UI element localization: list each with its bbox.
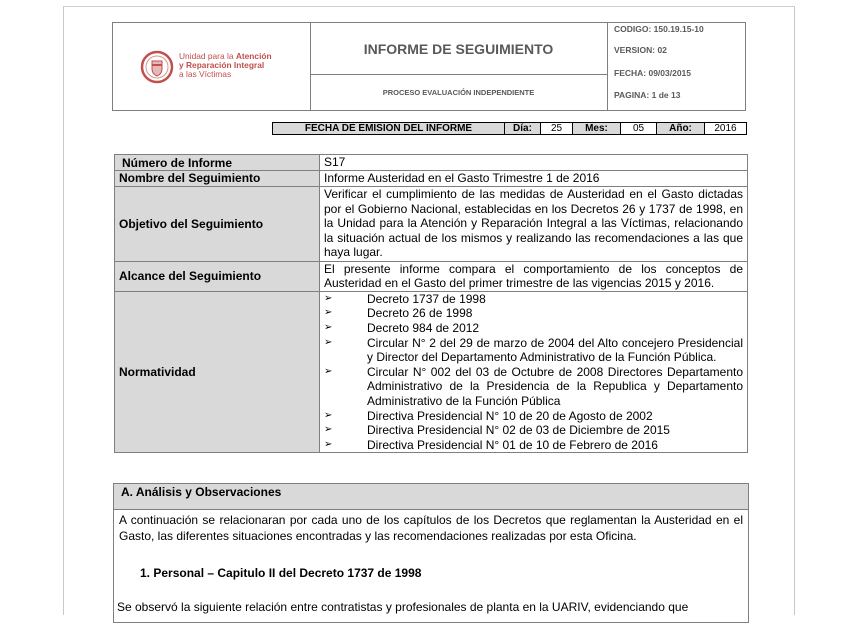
numero-value: S17	[320, 155, 748, 171]
document-title: INFORME DE SEGUIMIENTO	[310, 23, 608, 75]
logo-wordmark: Unidad para la Atención y Reparación Integral a las Víctimas	[179, 51, 272, 79]
table-row	[115, 261, 748, 291]
list-item: ➢ Decreto 1737 de 1998	[324, 292, 743, 307]
page-edge-left	[63, 6, 64, 615]
list-item: ➢ Directiva Presidencial N° 10 de 20 de Agosto de 2002	[324, 409, 743, 424]
page-edge-top	[63, 6, 795, 7]
objetivo-label: Objetivo del Seguimiento	[115, 186, 320, 261]
analysis-paragraph: Se observó la siguiente relación entre contratistas y profesionales de planta en la UARIV, evidenciando que	[117, 600, 689, 614]
nombre-value: Informe Austeridad en el Gasto Trimestre 1 de 2016	[320, 171, 748, 187]
mes-value: 05	[620, 122, 657, 135]
meta-version: VERSION: 02	[614, 45, 667, 55]
alcance-value: El presente informe compara el comportamiento de los conceptos de Austeridad en el Gasto del primer trimestre de las vigencias 2015 y 2016.	[320, 261, 748, 291]
list-item: ➢ Decreto 984 de 2012	[324, 321, 743, 336]
document-header	[112, 22, 746, 111]
analysis-heading: A. Análisis y Observaciones	[114, 484, 748, 510]
table-row	[115, 186, 748, 261]
normatividad-value	[320, 291, 748, 453]
table-row	[115, 291, 748, 453]
dia-label: Día:	[504, 122, 541, 135]
objetivo-value: Verificar el cumplimiento de las medidas de Austeridad en el Gasto dictadas por el Gobierno Nacional, establecidas en los Decretos 26 y 1737 de 1998, en la Unidad para la Atención y Reparación Integral a las Víctimas, relacionando la situación actual de los mismos y realizando las recomendaciones a las que haya lugar.	[320, 186, 748, 261]
mes-label: Mes:	[572, 122, 621, 135]
fecha-emision-label: FECHA DE EMISION DEL INFORME	[272, 122, 505, 135]
analysis-intro: A continuación se relacionaran por cada uno de los capítulos de los Decretos que reglamentan la Austeridad en el Gasto, las diferentes situaciones encontradas y las recomendaciones realizadas por esta Oficina.	[119, 513, 743, 543]
informe-table	[114, 154, 748, 453]
logo-cell	[113, 23, 311, 110]
nombre-label: Nombre del Seguimiento	[115, 171, 320, 187]
list-item: ➢ Directiva Presidencial N° 02 de 03 de Diciembre de 2015	[324, 423, 743, 438]
table-row	[115, 155, 748, 171]
numero-label: Número de Informe	[115, 155, 320, 171]
normatividad-list	[324, 292, 743, 453]
list-item: ➢ Circular N° 002 del 03 de Octubre de 2008 Directores Departamento Administrativo de la Presidencia de la Republica y Departamento Administrativo de la Función Pública	[324, 365, 743, 409]
page-edge-right	[794, 6, 795, 615]
meta-codigo: CODIGO: 150.19.15-10	[614, 24, 704, 34]
list-item: ➢ Directiva Presidencial N° 01 de 10 de Febrero de 2016	[324, 438, 743, 453]
normatividad-label: Normatividad	[115, 291, 320, 453]
list-item: ➢ Decreto 26 de 1998	[324, 306, 743, 321]
table-row	[115, 171, 748, 187]
document-process: PROCESO EVALUACIÓN INDEPENDIENTE	[310, 75, 608, 110]
alcance-label: Alcance del Seguimiento	[115, 261, 320, 291]
meta-pagina: PAGINA: 1 de 13	[614, 90, 681, 100]
anio-value: 2016	[704, 122, 747, 135]
meta-fecha: FECHA: 09/03/2015	[614, 68, 692, 78]
list-item: ➢ Circular N° 2 del 29 de marzo de 2004 del Alto concejero Presidencial y Director del Departamento Administrativo de la Función Pública.	[324, 336, 743, 365]
dia-value: 25	[540, 122, 573, 135]
anio-label: Año:	[656, 122, 705, 135]
coat-of-arms-icon	[140, 50, 174, 84]
analysis-section	[113, 483, 749, 623]
analysis-item-personal: 1. Personal – Capitulo II del Decreto 1737 de 1998	[140, 566, 422, 580]
